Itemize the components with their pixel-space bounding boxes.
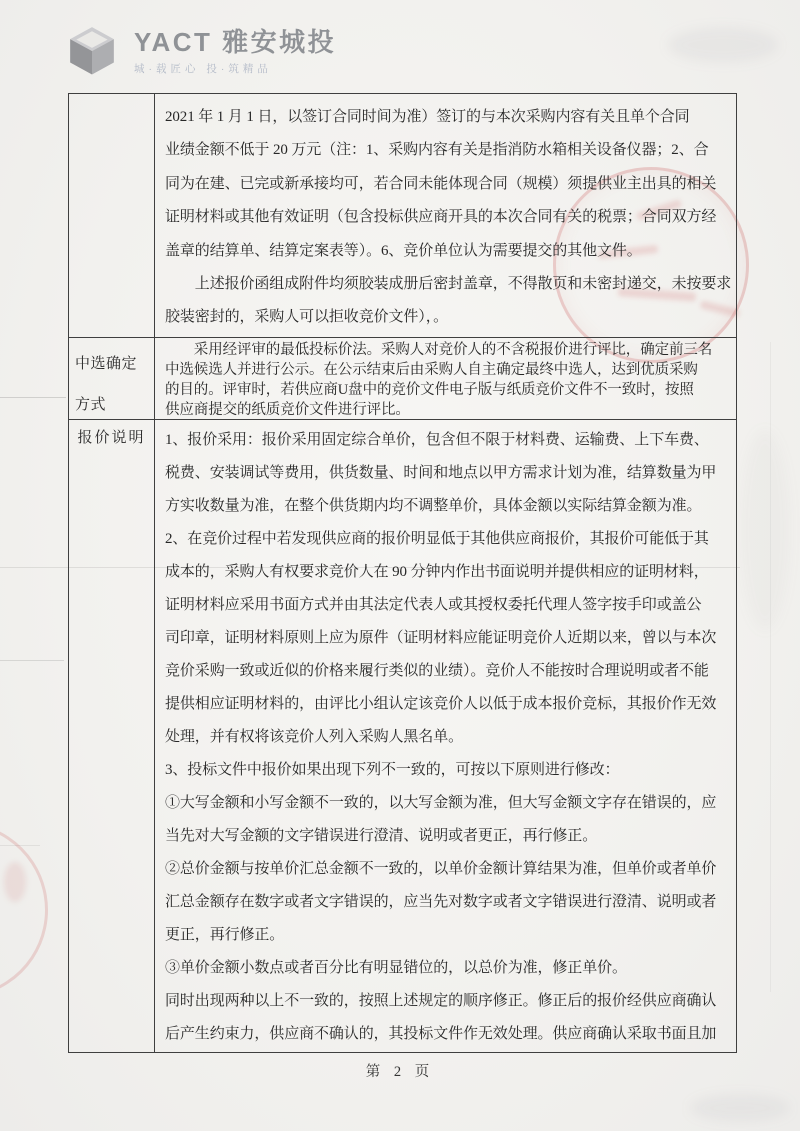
text-line: 中选候选人并进行公示。在公示结束后由采购人自主确定最终中选人，达到优质采购 xyxy=(165,362,698,378)
text-line: ③单价金额小数点或者百分比有明显错位的，以总价为准，修正单价。 xyxy=(165,960,627,976)
bleedthrough-smudge xyxy=(668,28,778,62)
company-logo xyxy=(66,24,336,76)
logo-text-block xyxy=(134,24,336,76)
document-table xyxy=(68,93,737,1053)
text-line: 汇总金额存在数字或者文字错误的，应当先对数字或者文字错误进行澄清、说明或者 xyxy=(165,894,717,910)
text-line: 盖章的结算单、结算定案表等）。6、竞价单位认为需要提交的其他文件。 xyxy=(165,242,642,259)
text-line: ②总价金额与按单价汇总金额不一致的，以单价金额计算结果为准，但单价或者单价 xyxy=(165,861,717,877)
text-line: 提供相应证明材料的，由评比小组认定该竞价人以低于成本报价竞标，其报价作无效 xyxy=(165,696,717,712)
red-seal-mark xyxy=(4,862,26,902)
page-number: 第 2 页 xyxy=(365,1064,435,1080)
text-line: 的目的。评审时，若供应商U盘中的竞价文件电子版与纸质竞价文件不一致时，按照 xyxy=(165,382,694,398)
table-row-selection-method xyxy=(69,337,736,419)
bleedthrough-smudge xyxy=(740,430,790,630)
text-line: 证明材料或其他有效证明（包含投标供应商开具的本次合同有关的税票；合同双方经 xyxy=(165,209,717,226)
bleedthrough-smudge xyxy=(690,1095,790,1121)
row-content xyxy=(155,338,736,419)
text-line: 更正，再行修正。 xyxy=(165,927,285,943)
row-header: 报价说明 xyxy=(69,420,155,1052)
row-header: 中选确定方式 xyxy=(69,338,155,419)
fold-line xyxy=(0,660,64,661)
text-line: 2、在竞价过程中若发现供应商的报价明显低于其他供应商报价，其报价可能低于其 xyxy=(165,531,709,547)
text-line: 胶装密封的，采购人可以拒收竞价文件），。 xyxy=(165,309,449,326)
text-line: 后产生约束力，供应商不确认的，其投标文件作无效处理。供应商确认采取书面且加 xyxy=(165,1026,717,1042)
text-line: 证明材料应采用书面方式并由其法定代表人或其授权委托代理人签字按手印或盖公 xyxy=(165,597,702,613)
text-line: 竞价采购一致或近似的价格来履行类似的业绩）。竞价人不能按时合理说明或者不能 xyxy=(165,663,709,679)
row-header-empty xyxy=(69,94,155,337)
text-line: 当先对大写金额的文字错误进行澄清、说明或者更正，再行修正。 xyxy=(165,828,598,844)
text-line: 1、报价采用：报价采用固定综合单价，包含但不限于材料费、运输费、上下车费、 xyxy=(165,432,709,448)
cube-logo-icon xyxy=(66,24,118,76)
text-line: 方实收数量为准，在整个供货期内均不调整单价，具体金额以实际结算金额为准。 xyxy=(165,498,702,514)
text-line: 成本的，采购人有权要求竞价人在 90 分钟内作出书面说明并提供相应的证明材料， xyxy=(165,564,709,580)
text-line: 税费、安装调试等费用，供货数量、时间和地点以甲方需求计划为准，结算数量为甲 xyxy=(165,465,717,481)
fold-line xyxy=(0,397,66,398)
text-line: 上述报价函组成附件均须胶装成册后密封盖章，不得散页和未密封递交，未按要求 xyxy=(165,276,732,293)
table-row-continued xyxy=(69,94,736,337)
text-line: 3、投标文件中报价如果出现下列不一致的，可按以下原则进行修改： xyxy=(165,762,620,778)
text-line: 采用经评审的最低投标价法。采购人对竞价人的不含税报价进行评比，确定前三名 xyxy=(165,342,713,358)
text-line: 同时出现两种以上不一致的，按照上述规定的顺序修正。修正后的报价经供应商确认 xyxy=(165,993,717,1009)
logo-name: YACT 雅安城投 xyxy=(134,27,337,57)
text-line: 2021 年 1 月 1 日，以签订合同时间为准）签订的与本次采购内容有关且单个合同 xyxy=(165,109,690,125)
text-line: 处理，并有权将该竞价人列入采购人黑名单。 xyxy=(165,729,464,745)
logo-tagline: 城·载匠心 投·筑精品 xyxy=(134,63,272,75)
text-line: 供应商提交的纸质竞价文件进行评比。 xyxy=(165,402,410,418)
text-line: 司印章，证明材料原则上应为原件（证明材料应能证明竞价人近期以来，曾以与本次 xyxy=(165,630,717,646)
row-content xyxy=(155,420,736,1052)
text-line: ①大写金额和小写金额不一致的，以大写金额为准，但大写金额文字存在错误的，应 xyxy=(165,795,717,811)
text-line: 同为在建、已完或新承接均可，若合同未能体现合同（规模）须提供业主出具的相关 xyxy=(165,175,717,192)
text-line: 业绩金额不低于 20 万元（注：1、采购内容有关是指消防水箱相关设备仪器；2、合 xyxy=(165,142,709,159)
table-row-quotation-notes xyxy=(69,419,736,1052)
row-content xyxy=(155,94,736,337)
red-seal-stamp-left-edge xyxy=(0,806,64,1015)
